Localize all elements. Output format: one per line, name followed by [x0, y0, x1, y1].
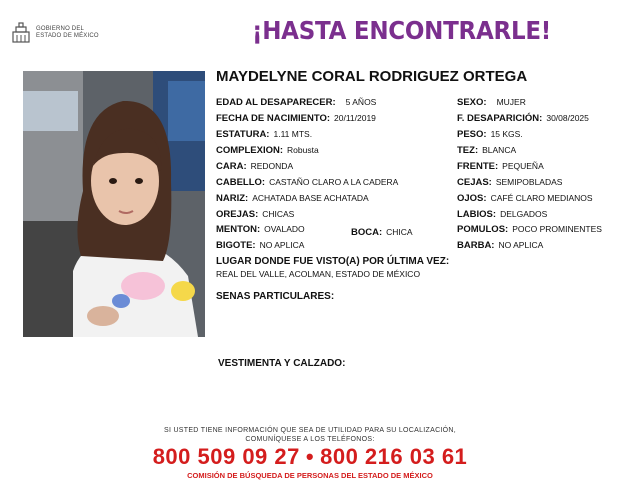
field-label: F. DESAPARICIÓN: — [457, 113, 543, 124]
field-value: CHICAS — [262, 209, 295, 219]
field-label: OREJAS: — [216, 209, 259, 220]
notice-line-1: SI USTED TIENE INFORMACIÓN QUE SEA DE UTILIDAD PARA SU LOCALIZACIÓN, — [163, 427, 457, 434]
field-value: NO APLICA — [259, 240, 305, 250]
field-value: CHICA — [386, 227, 413, 237]
field-value: REDONDA — [250, 161, 294, 171]
field-ojos — [457, 193, 593, 204]
person-name: MAYDELYNE CORAL RODRIGUEZ ORTEGA — [216, 68, 528, 85]
last-seen-value: REAL DEL VALLE, ACOLMAN, ESTADO DE MÉXICO — [216, 269, 421, 279]
field-label: COMPLEXION: — [216, 145, 284, 156]
field-value: NO APLICA — [498, 240, 544, 250]
field-label: CARA: — [216, 161, 247, 172]
field-label: BOCA: — [351, 227, 383, 238]
field-label: PESO: — [457, 129, 487, 140]
field-value: 30/08/2025 — [546, 113, 589, 123]
field-label: NARIZ: — [216, 193, 249, 204]
field-value: Robusta — [287, 145, 319, 155]
field-label: ESTATURA: — [216, 129, 270, 140]
state-seal-icon — [10, 22, 32, 44]
field-value: POCO PROMINENTES — [512, 224, 602, 234]
field-value: 1.11 MTS. — [273, 129, 313, 139]
field-value: PEQUEÑA — [502, 161, 544, 171]
logo-line-1: GOBIERNO DEL — [36, 26, 85, 32]
vestimenta-label: VESTIMENTA Y CALZADO: — [218, 358, 346, 369]
field-frente — [457, 161, 544, 172]
field-value: CASTAÑO CLARO A LA CADERA — [269, 177, 399, 187]
phone-number-1: 800 509 09 27 — [152, 444, 300, 469]
field-value: 5 AÑOS — [345, 97, 377, 107]
field-label: FRENTE: — [457, 161, 499, 172]
logo-text — [36, 26, 99, 40]
field-tez — [457, 145, 516, 156]
field-peso — [457, 129, 523, 140]
field-complexion — [216, 145, 319, 156]
field-labios — [457, 209, 547, 220]
logo-line-2: ESTADO DE MÉXICO — [36, 33, 99, 39]
phone-number-2: 800 216 03 61 — [320, 444, 468, 469]
field-value: DELGADOS — [500, 209, 548, 219]
headline: ¡HASTA ENCONTRARLE! — [252, 16, 551, 45]
senas-particulares-label: SENAS PARTICULARES: — [216, 291, 335, 302]
field-label: LABIOS: — [457, 209, 497, 220]
field-fecha-desaparicion — [457, 113, 589, 124]
field-value: 15 KGS. — [490, 129, 523, 139]
field-label: TEZ: — [457, 145, 479, 156]
phone-separator: • — [305, 444, 315, 469]
field-label: BARBA: — [457, 240, 495, 251]
photo-illustration — [23, 71, 205, 337]
field-barba — [457, 240, 543, 251]
field-menton — [216, 224, 305, 235]
field-value: BLANCA — [482, 145, 517, 155]
missing-person-photo — [23, 71, 205, 337]
field-label: CABELLO: — [216, 177, 266, 188]
field-label: FECHA DE NACIMIENTO: — [216, 113, 330, 124]
field-value: OVALADO — [264, 224, 305, 234]
field-value: CAFÉ CLARO MEDIANOS — [490, 193, 593, 203]
field-cabello — [216, 177, 398, 188]
field-label: MENTON: — [216, 224, 261, 235]
government-logo — [10, 22, 120, 44]
field-pomulos — [457, 224, 602, 235]
field-cara — [216, 161, 293, 172]
field-value: 20/11/2019 — [334, 113, 376, 123]
phone-numbers — [0, 444, 620, 470]
field-fecha-nacimiento — [216, 113, 376, 124]
last-seen-label: LUGAR DONDE FUE VISTO(A) POR ÚLTIMA VEZ: — [216, 256, 450, 267]
field-label: BIGOTE: — [216, 240, 256, 251]
field-label: POMULOS: — [457, 224, 509, 235]
field-value: MUJER — [496, 97, 526, 107]
field-bigote — [216, 240, 304, 251]
field-label: OJOS: — [457, 193, 487, 204]
field-nariz — [216, 193, 369, 204]
field-label: EDAD AL DESAPARECER: — [216, 97, 336, 108]
commission-name: COMISIÓN DE BÚSQUEDA DE PERSONAS DEL ESTADO DE MÉXICO — [187, 471, 433, 480]
field-value: SEMIPOBLADAS — [495, 177, 563, 187]
field-sexo — [457, 97, 526, 108]
field-boca — [351, 227, 413, 238]
field-label: SEXO: — [457, 97, 487, 108]
field-estatura — [216, 129, 312, 140]
field-value: ACHATADA BASE ACHATADA — [252, 193, 369, 203]
notice-line-2: COMUNÍQUESE A LOS TELÉFONOS: — [245, 436, 375, 443]
field-orejas — [216, 209, 294, 220]
field-label: CEJAS: — [457, 177, 492, 188]
field-edad — [216, 97, 376, 108]
field-cejas — [457, 177, 562, 188]
